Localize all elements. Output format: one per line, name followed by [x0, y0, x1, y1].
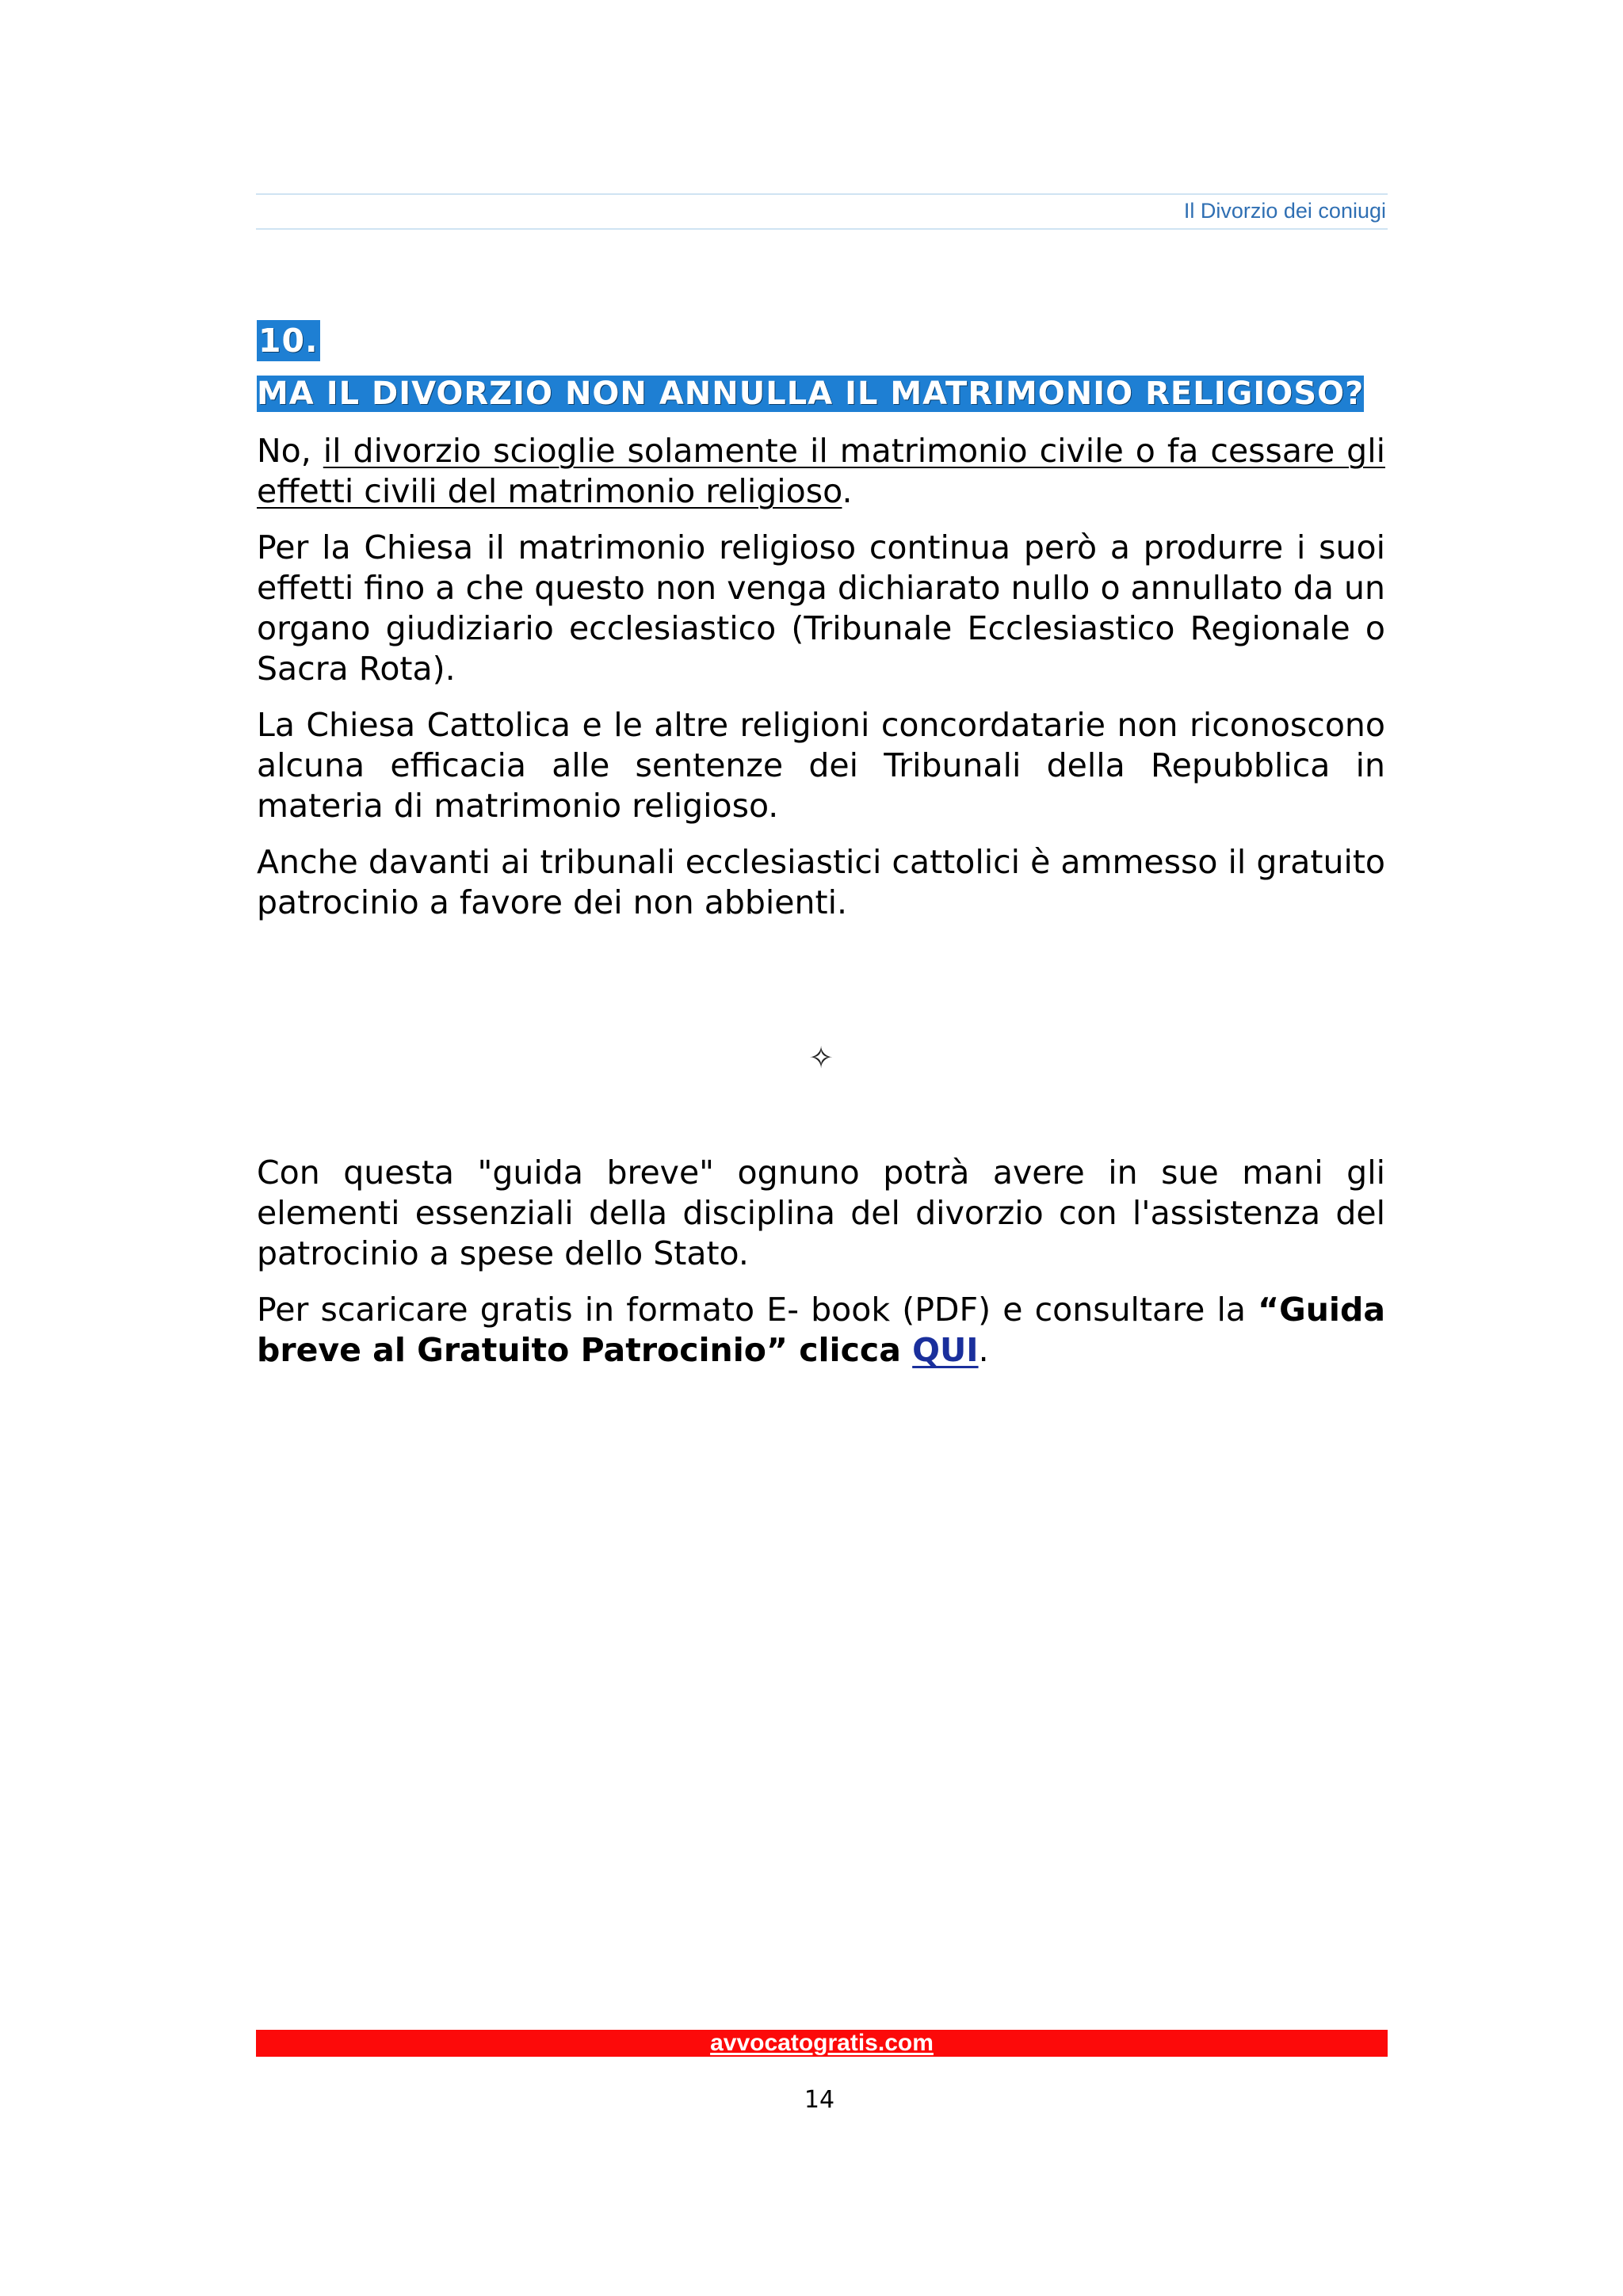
paragraph-6-suffix: .	[978, 1331, 989, 1369]
footer-bar	[256, 2030, 1388, 2057]
page-header	[256, 193, 1388, 230]
guide-title-bold: “Guida breve al Gratuito Patrocinio” clicca	[257, 1291, 1385, 1369]
paragraph-3: La Chiesa Cattolica e le altre religioni concordatarie non riconoscono alcuna efficacia alle sentenze dei Tribunali della Repubblica in materia di matrimonio religioso.	[257, 706, 1385, 825]
section-title-text: MA IL DIVORZIO NON ANNULLA IL MATRIMONIO RELIGIOSO?	[257, 376, 1365, 412]
page-number: 14	[804, 2086, 835, 2114]
paragraph-5: Con questa "guida breve" ognuno potrà avere in sue mani gli elementi essenziali della disciplina del divorzio con l'assistenza del patrocinio a spese dello Stato.	[257, 1154, 1385, 1272]
header-title: Il Divorzio dei coniugi	[1183, 199, 1386, 223]
download-link[interactable]: QUI	[912, 1331, 979, 1369]
section-number-wrap	[257, 320, 1385, 361]
four-point-star-icon: ✧	[808, 1040, 834, 1075]
paragraph-6-prefix: Per scaricare gratis in formato E- book (PDF) e consultare la	[257, 1291, 1258, 1329]
paragraph-1-prefix: No,	[257, 432, 323, 470]
section-title	[257, 374, 1385, 414]
paragraph-1	[257, 431, 1385, 512]
paragraph-1-suffix: .	[842, 472, 853, 510]
section-number: 10.	[258, 322, 319, 360]
footer-site-link[interactable]: avvocatogratis.com	[710, 2030, 934, 2056]
paragraph-1-underlined: il divorzio scioglie solamente il matrimonio civile o fa cessare gli effetti civili del matrimonio religioso	[257, 432, 1385, 510]
paragraph-4: Anche davanti ai tribunali ecclesiastici cattolici è ammesso il gratuito patrocinio a favore dei non abbienti.	[257, 843, 1385, 921]
page-content	[257, 320, 1385, 1386]
paragraph-6	[257, 1290, 1385, 1371]
paragraph-2: Per la Chiesa il matrimonio religioso continua però a produrre i suoi effetti fino a che questo non venga dichiarato nullo o annullato da un organo giudiziario ecclesiastico (Tribunale Ecclesiastico Regionale o Sacra Rota).	[257, 528, 1385, 688]
